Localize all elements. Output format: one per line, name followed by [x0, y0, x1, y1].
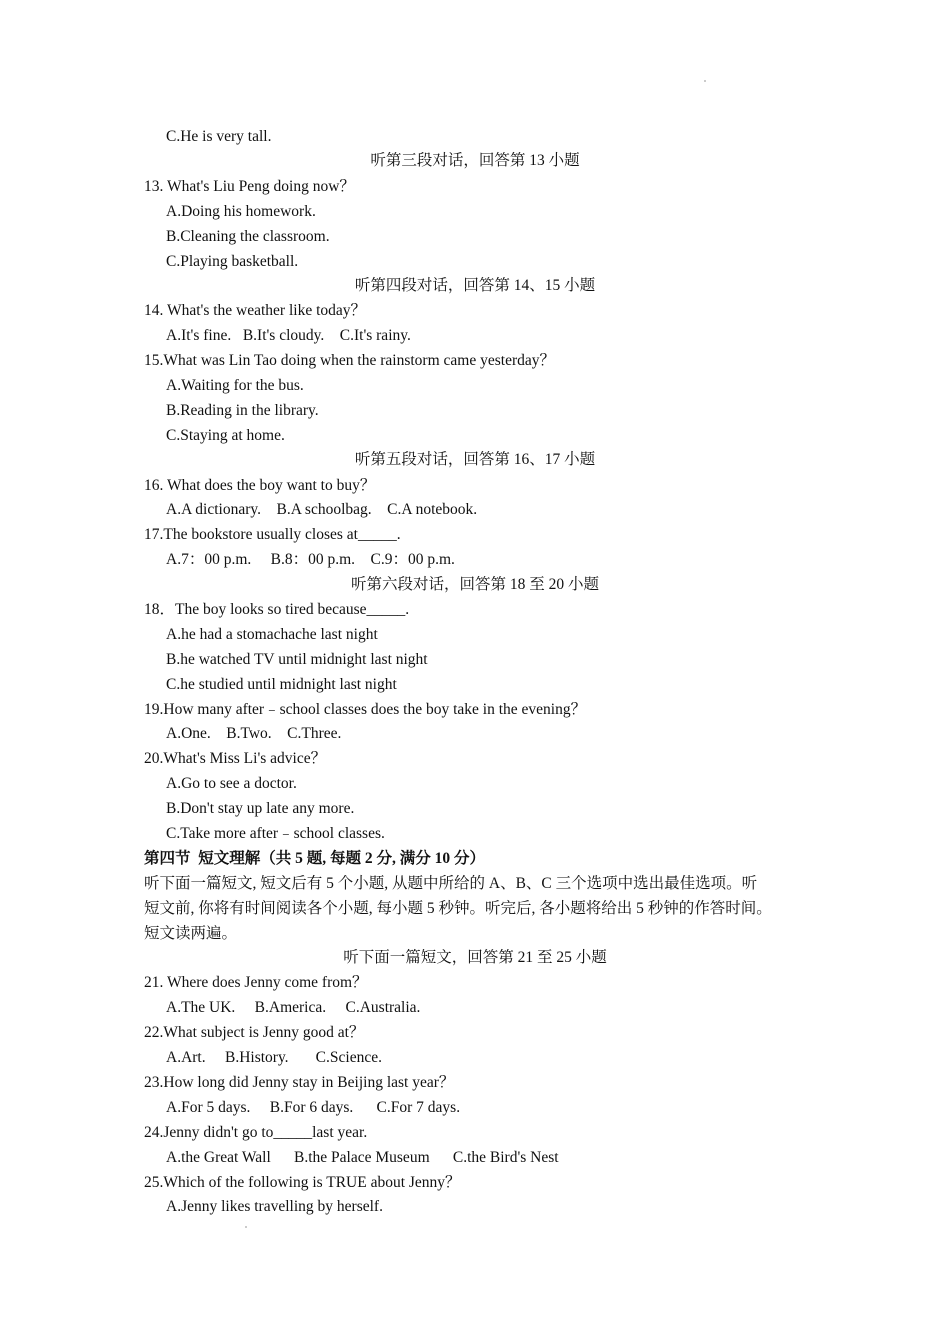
question-13: 13. What's Liu Peng doing now？	[144, 178, 355, 195]
option-line: A.One. B.Two. C.Three.	[166, 725, 342, 742]
scan-dot	[245, 1226, 247, 1228]
instruction-line: 听下面一篇短文, 短文后有 5 个小题, 从题中所给的 A、B、C 三个选项中选出最佳选项。听	[144, 875, 758, 892]
question-15: 15.What was Lin Tao doing when the rainstorm came yesterday？	[144, 352, 555, 369]
instruction-line: 短文前, 你将有时间阅读各个小题, 每小题 5 秒钟。听完后, 各小题将给出 5 秒钟的作答时间。	[144, 900, 772, 917]
option-line: C.he studied until midnight last night	[166, 676, 397, 693]
scan-dot	[704, 80, 706, 82]
option-line: A.he had a stomachache last night	[166, 626, 378, 643]
option-line: C.He is very tall.	[166, 128, 272, 145]
option-line: A.A dictionary. B.A schoolbag. C.A notebook.	[166, 501, 478, 518]
option-line: C.Staying at home.	[166, 427, 285, 444]
option-line: A.The UK. B.America. C.Australia.	[166, 999, 421, 1016]
instruction-line: 短文读两遍。	[144, 925, 238, 942]
question-21: 21. Where does Jenny come from？	[144, 974, 368, 991]
option-line: C.Take more after﹣school classes.	[166, 825, 385, 842]
option-line: A.It's fine. B.It's cloudy. C.It's rainy.	[166, 327, 411, 344]
section-heading: 听第四段对话，回答第 14、15 小题	[354, 277, 596, 294]
option-line: A.7：00 p.m. B.8：00 p.m. C.9：00 p.m.	[166, 551, 455, 568]
option-line: A.Go to see a doctor.	[166, 775, 297, 792]
question-20: 20.What's Miss Li's advice？	[144, 750, 327, 767]
question-25: 25.Which of the following is TRUE about Jenny？	[144, 1174, 461, 1191]
option-line: B.Cleaning the classroom.	[166, 228, 330, 245]
option-line: A.Art. B.History. C.Science.	[166, 1049, 382, 1066]
option-line: B.he watched TV until midnight last night	[166, 651, 428, 668]
option-line: C.Playing basketball.	[166, 253, 299, 270]
question-19: 19.How many after﹣school classes does the boy take in the evening？	[144, 701, 587, 718]
option-line: A.Doing his homework.	[166, 203, 316, 220]
section-heading: 听第三段对话，回答第 13 小题	[370, 152, 580, 169]
option-line: B.Don't stay up late any more.	[166, 800, 355, 817]
question-24: 24.Jenny didn't go to_____last year.	[144, 1124, 368, 1141]
part-heading: 第四节 短文理解（共 5 题, 每题 2 分, 满分 10 分）	[144, 850, 486, 867]
question-18: 18．The boy looks so tired because_____.	[144, 601, 410, 618]
question-22: 22.What subject is Jenny good at？	[144, 1024, 365, 1041]
option-line: A.Waiting for the bus.	[166, 377, 304, 394]
section-heading: 听第五段对话，回答第 16、17 小题	[354, 451, 596, 468]
option-line: B.Reading in the library.	[166, 402, 319, 419]
question-17: 17.The bookstore usually closes at_____.	[144, 526, 401, 543]
option-line: A.Jenny likes travelling by herself.	[166, 1198, 383, 1215]
question-14: 14. What's the weather like today？	[144, 302, 367, 319]
question-16: 16. What does the boy want to buy？	[144, 477, 376, 494]
section-heading: 听第六段对话，回答第 18 至 20 小题	[350, 576, 599, 593]
option-line: A.For 5 days. B.For 6 days. C.For 7 days.	[166, 1099, 461, 1116]
question-23: 23.How long did Jenny stay in Beijing last year？	[144, 1074, 455, 1091]
option-line: A.the Great Wall B.the Palace Museum C.the Bird's Nest	[166, 1149, 559, 1166]
section-heading: 听下面一篇短文，回答第 21 至 25 小题	[343, 949, 607, 966]
